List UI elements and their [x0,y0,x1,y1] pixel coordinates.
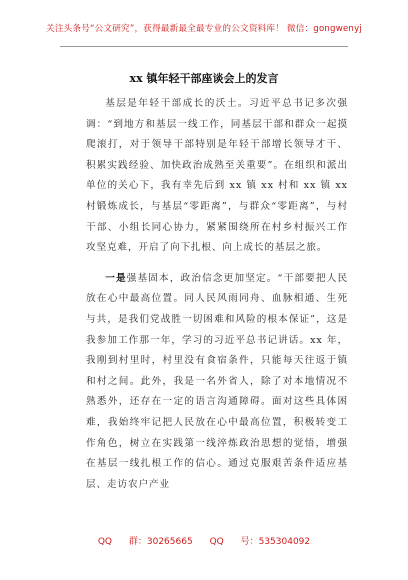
paragraph-2-text: 强基固本，政治信念更加坚定。“干部要把人民放在心中最高位置。同人民风雨同舟、血脉相通、生死与共，是我们党战胜一切困难和风险的根本保证”，这是我参加工作那一年，学习的习近平总书记讲话。xx 年，我刚到村里时，村里没有食宿条件，只能每天往返于镇和村之间。此外，我是一名外省人，除了对本地情况不熟悉外，还存在一定的语言沟通障碍。面对这些具体困难，我始终牢记把人民放在心中最高位置，积极转变工作角色，树立在实践第一线淬炼政治思想的觉悟，增强在基层一线扎根工作的信心。通过克服艰苦条件适应基层、走访农户产业 [86,272,348,490]
footer-qq-group: QQ 群：30265665 [97,537,193,547]
header-divider [60,46,348,47]
document-title: xx 镇年轻干部座谈会上的发言 [129,72,279,85]
document-body [86,94,348,495]
footer-qq-number: QQ 号：535304092 [209,537,311,547]
paragraph-2-lead: 一是 [105,272,127,284]
header-promo-text: 关注头条号“公文研究”，获得最新最全最专业的公文资料库！ 微信：gongwenyj [46,24,362,34]
paragraph-2 [86,269,348,496]
footer-contact [0,534,408,547]
paragraph-1: 基层是年轻干部成长的沃土。习近平总书记多次强调：“到地方和基层一线工作，同基层干部和群众一起摸爬滚打，对于领导干部特别是年轻干部增长领导才干、积累实践经验、加快政治成熟至关重要”。在组织和派出单位的关心下，我有幸先后到 xx 镇 xx 村和 xx 镇 xx 村锻炼成长，与基层“零距离”，与群众“零距离”，与村干部、小组长同心协力，紧紧围绕所在村乡村振兴工作攻坚克难，开启了向下扎根、向上成长的基层之旅。 [86,98,348,254]
